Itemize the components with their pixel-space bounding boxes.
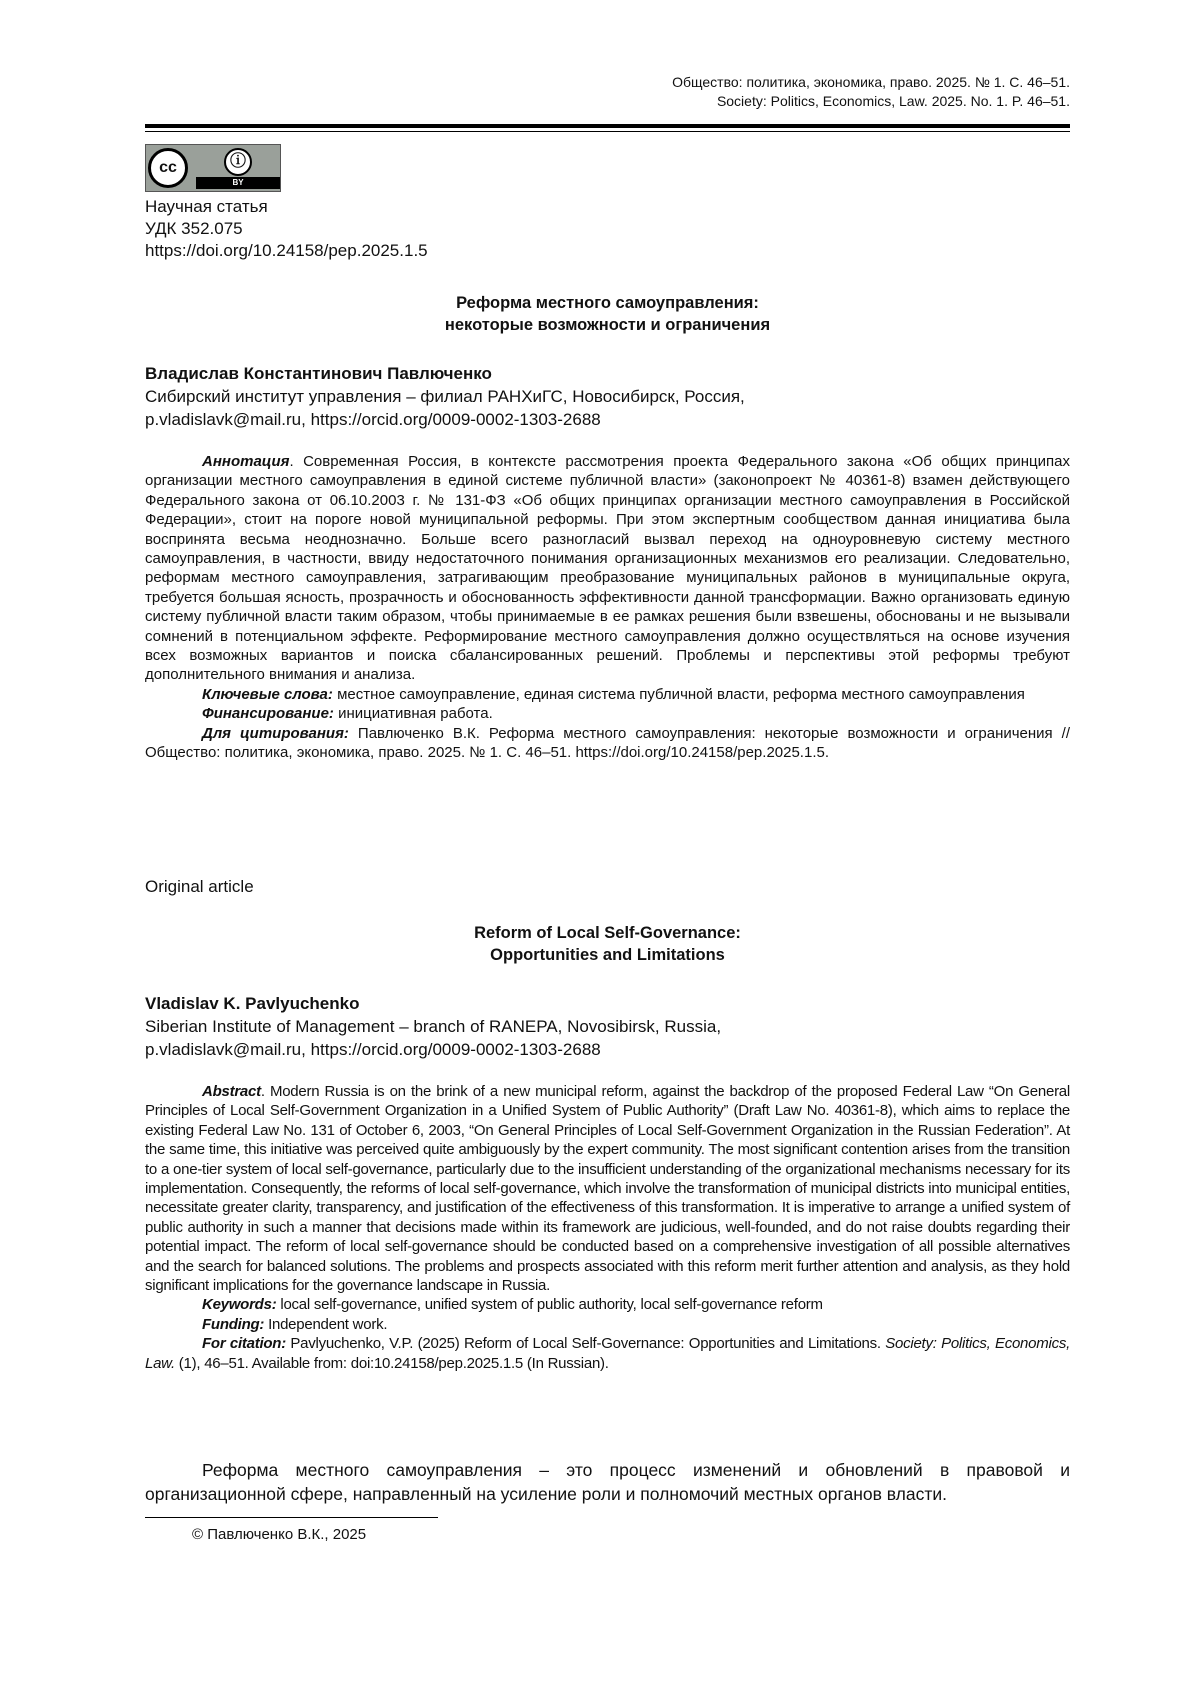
citation-paragraph bbox=[145, 724, 1070, 763]
keywords-label-en: Keywords: bbox=[202, 1296, 277, 1314]
citation-text-en: Pavlyuchenko, V.P. (2025) Reform of Local Self-Governance: Opportunities and Limitations. bbox=[290, 1335, 886, 1353]
abstract-ru bbox=[145, 452, 1070, 763]
header-rule-thick bbox=[145, 124, 1070, 128]
udc-code: УДК 352.075 bbox=[145, 219, 243, 238]
keywords-paragraph bbox=[145, 685, 1070, 704]
title-line-1-en: Reform of Local Self-Governance: bbox=[474, 924, 741, 942]
by-label: BY bbox=[196, 177, 280, 189]
author-affiliation-ru bbox=[145, 385, 745, 431]
title-line-1: Реформа местного самоуправления: bbox=[456, 294, 759, 312]
affiliation-text: Сибирский институт управления – филиал РАНХиГС, Новосибирск, Россия, bbox=[145, 387, 745, 406]
abstract-paragraph bbox=[145, 452, 1070, 685]
citation-label: Для цитирования: bbox=[202, 724, 349, 742]
funding-paragraph bbox=[145, 704, 1070, 723]
funding-paragraph-en bbox=[145, 1315, 1070, 1334]
abstract-paragraph-en bbox=[145, 1082, 1070, 1295]
abstract-text-en: . Modern Russia is on the brink of a new municipal reform, against the backdrop of the proposed Federal Law “On General Principles of Local Self-Government Organization in a Unified System of Public Authority” (Draft Law No. 40361-8), which aims to replace the existing Federal Law No. 131 of October 6, 2003, “On General Principles of Local Self-Government Organization in the Russian Federation”. At the same time, this initiative was perceived quite ambiguously by the expert community. The most significant contention arises from the transition to a one-tier system of local self-governance, particularly due to the insufficient understanding of the organizational mechanisms necessary for its implementation. Consequently, the reforms of local self-governance, which involve the transformation of municipal districts into municipal entities, necessitate greater clarity, transparency, and justification of the effectiveness of this transformation. It is imperative to arrange a unified system of public authority in such a manner that decisions made within its framework are judicious, well-founded, and do not raise doubts regarding their potential impact. The reform of local self-governance should be conducted based on a comprehensive investigation of all possible alternatives and the search for balanced solutions. The problems and prospects associated with this reform merit further attention and analysis, as they hold significant implications for the governance landscape in Russia. bbox=[145, 1083, 1070, 1295]
article-title-en bbox=[145, 922, 1070, 966]
keywords-text: местное самоуправление, единая система публичной власти, реформа местного самоуправления bbox=[337, 685, 1025, 703]
funding-label-en: Funding: bbox=[202, 1315, 265, 1333]
affiliation-text-en: Siberian Institute of Management – branch of RANEPA, Novosibirsk, Russia, bbox=[145, 1017, 722, 1036]
body-paragraph: Реформа местного самоуправления – это процесс изменений и обновлений в правовой и организационной сфере, направленный на усиление роли и полномочий местных органов власти. bbox=[145, 1460, 1070, 1504]
doi-link[interactable]: https://doi.org/10.24158/pep.2025.1.5 bbox=[145, 241, 428, 260]
keywords-text-en: local self-governance, unified system of public authority, local self-governance reform bbox=[280, 1296, 823, 1314]
abstract-label: Аннотация bbox=[202, 453, 290, 470]
cc-circle-icon: cc bbox=[148, 148, 188, 188]
title-line-2: некоторые возможности и ограничения bbox=[444, 316, 771, 334]
author-affiliation-en bbox=[145, 1015, 721, 1061]
article-meta-ru bbox=[145, 196, 428, 262]
author-contacts[interactable]: p.vladislavk@mail.ru, https://orcid.org/0009-0002-1303-2688 bbox=[145, 410, 601, 429]
author-contacts-en[interactable]: p.vladislavk@mail.ru, https://orcid.org/0009-0002-1303-2688 bbox=[145, 1040, 601, 1059]
creative-commons-by-icon bbox=[145, 144, 281, 192]
title-line-2-en: Opportunities and Limitations bbox=[490, 946, 725, 964]
abstract-label-en: Abstract bbox=[202, 1083, 261, 1100]
header-rule-thin bbox=[145, 131, 1070, 132]
author-name-ru: Владислав Константинович Павлюченко bbox=[145, 364, 492, 383]
funding-label: Финансирование: bbox=[202, 705, 334, 723]
keywords-label: Ключевые слова: bbox=[202, 685, 333, 703]
journal-header-ru: Общество: политика, экономика, право. 2025. № 1. С. 46–51. bbox=[672, 74, 1070, 90]
journal-header bbox=[672, 73, 1070, 111]
copyright-footnote: © Павлюченко В.К., 2025 bbox=[192, 1526, 367, 1543]
funding-text: инициативная работа. bbox=[338, 705, 493, 723]
citation-paragraph-en bbox=[145, 1334, 1070, 1373]
attribution-person-icon: ⓘ bbox=[224, 148, 252, 176]
journal-header-en: Society: Politics, Economics, Law. 2025. No. 1. P. 46–51. bbox=[716, 93, 1070, 109]
citation-journal-en: Society: Politics, Economics, Law. bbox=[145, 1335, 1070, 1372]
funding-text-en: Independent work. bbox=[268, 1315, 388, 1333]
citation-text: Павлюченко В.К. Реформа местного самоуправления: некоторые возможности и ограничения // Общество: политика, экономика, право. 2025. № 1. С. 46–51. https://doi.org/10.24158/pep.2025.1.5. bbox=[145, 724, 1070, 762]
keywords-paragraph-en bbox=[145, 1295, 1070, 1314]
article-type: Научная статья bbox=[145, 197, 268, 216]
article-type-en: Original article bbox=[145, 877, 254, 896]
citation-label-en: For citation: bbox=[202, 1335, 286, 1353]
author-name-en: Vladislav K. Pavlyuchenko bbox=[145, 994, 360, 1013]
article-title-ru bbox=[145, 292, 1070, 336]
footnote-rule bbox=[145, 1517, 438, 1518]
abstract-text: . Современная Россия, в контексте рассмотрения проекта Федерального закона «Об общих принципах организации местного самоуправления в единой системе публичной власти» (законопроект № 40361-8) взамен действующего Федерального закона от 06.10.2003 г. № 131-ФЗ «Об общих принципах организации местного самоуправления в Российской Федерации», стоит на пороге новой муниципальной реформы. При этом экспертным сообществом данная инициатива была воспринята весьма неоднозначно. Больше всего разногласий вызвал переход на одноуровневую систему местного самоуправления, в частности, ввиду недостаточного понимания организационных механизмов его реализации. Следовательно, реформам местного самоуправления, затрагивающим преобразование муниципальных районов в муниципальные округа, требуется большая ясность, прозрачность и обоснованность эффективности данной трансформации. Важно организовать единую систему публичной власти таким образом, чтобы принимаемые в ее рамках решения были взвешены, обоснованы и не вызывали сомнений в потенциальном эффекте. Реформирование местного самоуправления должно осуществляться на основе изучения всех возможных вариантов и поиска сбалансированных решений. Проблемы и перспективы этой реформы требуют дополнительного внимания и анализа. bbox=[145, 453, 1070, 684]
citation-tail-en: (1), 46–51. Available from: doi:10.24158/pep.2025.1.5 (In Russian). bbox=[174, 1354, 609, 1372]
abstract-en bbox=[145, 1082, 1070, 1373]
